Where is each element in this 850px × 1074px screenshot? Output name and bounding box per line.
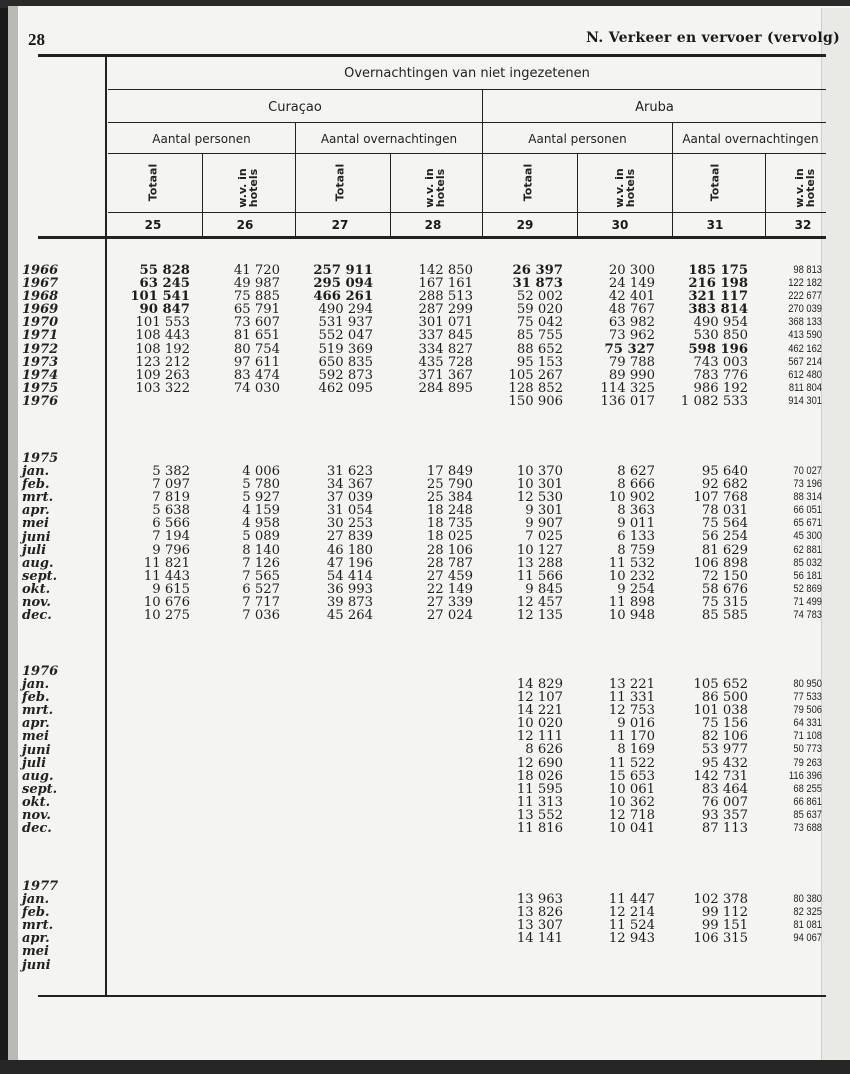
region-aruba: Aruba [635,100,674,115]
region-rule [108,122,826,123]
col-label-32: w.v. in hotels [793,168,817,208]
m1976-col-31: 105 652 86 500 101 038 75 156 82 106 53 977 95 432 142 731 83 464 76 007 93 357 87 113 [693,677,748,837]
group-aruba-overnachtingen: Aantal overnachtingen [682,132,819,146]
m1976-row-labels: 1976 jan. feb. mrt. apr. mei juni juli aug. sept. okt. nov. dec. [22,664,59,837]
col-num-27: 27 [331,218,349,232]
colnum-rule [108,212,826,213]
annual-col-28: 142 850 167 161 288 513 287 299 301 071 337 845 334 827 435 728 371 367 284 895 [418,263,473,396]
header-bottom-rule [38,236,826,239]
region-curacao: Curaçao [268,100,322,115]
group-aruba-personen: Aantal personen [528,132,627,146]
m1975-col-29: 10 370 10 301 12 530 9 301 9 907 7 025 10 127 13 288 11 566 9 845 12 457 12 135 [516,464,563,624]
col-divider-27-28 [390,154,391,236]
col-label-30: w.v. in hotels [613,168,637,208]
annual-col-27: 257 911 295 094 466 261 490 294 531 937 552 047 519 369 650 835 592 873 462 095 [313,263,373,396]
col-label-27: Totaal [333,163,347,202]
m1977-col-30: 11 447 12 214 11 524 12 943 [608,892,655,947]
annual-col-30: 20 300 24 149 42 401 48 767 63 982 73 962 75 327 79 788 89 990 114 325 136 017 [600,263,655,409]
annual-col-31: 185 175 216 198 321 117 383 814 490 954 530 850 598 196 743 003 783 776 986 192 1 082 533 [680,263,748,409]
col-label-29: Totaal [521,163,535,202]
scan-bottom-edge [0,1060,850,1074]
col-num-28: 28 [424,218,442,232]
col-num-26: 26 [236,218,254,232]
m1975-row-labels: 1975 jan. feb. mrt. apr. mei juni juli aug. sept. okt. nov. dec. [22,451,59,624]
group-curacao-personen: Aantal personen [152,132,251,146]
m1977-col-32: 80 380 82 325 81 081 94 067 [793,893,822,945]
m1975-col-32: 70 027 73 196 88 314 66 051 65 671 45 300 62 881 85 032 56 181 52 869 71 499 74 783 [793,465,822,622]
top-double-rule [38,54,826,57]
table-bottom-rule [38,995,826,997]
m1977-row-labels: 1977 jan. feb. mrt. apr. mei juni [22,879,59,973]
col-label-28: w.v. in hotels [423,168,447,208]
group-curacao-overnachtingen: Aantal overnachtingen [320,132,458,146]
col-label-31: Totaal [708,163,722,202]
m1975-col-28: 17 849 25 790 25 384 18 248 18 735 18 025 28 106 28 787 27 459 22 149 27 339 27 024 [426,464,473,624]
stub-divider [105,57,107,995]
m1975-col-27: 31 623 34 367 37 039 31 054 30 253 27 839 46 180 47 196 54 414 36 993 39 873 45 264 [326,464,373,624]
m1977-col-29: 13 963 13 826 13 307 14 141 [516,892,563,947]
annual-col-32: 98 813 122 182 222 677 270 039 368 133 413 590 462 162 567 214 612 480 811 804 914 301 [788,264,822,407]
col-num-29: 29 [516,218,534,232]
col-num-32: 32 [794,218,812,232]
col-num-30: 30 [611,218,629,232]
col-num-31: 31 [706,218,724,232]
page-number: 28 [28,30,45,49]
annual-col-29: 26 397 31 873 52 002 59 020 75 042 85 755 88 652 95 153 105 267 128 852 150 906 [508,263,563,409]
annual-col-26: 41 720 49 987 75 885 65 791 73 607 81 651 80 754 97 611 83 474 74 030 [233,263,280,396]
col-label-26: w.v. in hotels [236,168,260,208]
m1976-col-29: 14 829 12 107 14 221 10 020 12 111 8 626 12 690 18 026 11 595 11 313 13 552 11 816 [516,677,563,837]
m1976-col-32: 80 950 77 533 79 506 64 331 71 108 50 773 79 263 116 396 68 255 66 861 85 637 73 688 [788,678,822,835]
annual-row-labels: 1966 1967 1968 1969 1970 1971 1972 1973 1974 1975 1976 [22,263,59,409]
running-head: N. Verkeer en vervoer (vervolg) [586,30,840,46]
m1976-col-30: 13 221 11 331 12 753 9 016 11 170 8 169 11 522 15 653 10 061 10 362 12 718 10 041 [608,677,655,837]
m1977-col-31: 102 378 99 112 99 151 106 315 [693,892,748,947]
m1975-col-26: 4 006 5 780 5 927 4 159 4 958 5 089 8 140 7 126 7 565 6 527 7 717 7 036 [242,464,280,624]
m1975-col-31: 95 640 92 682 107 768 78 031 75 564 56 254 81 629 106 898 72 150 58 676 75 315 85 585 [693,464,748,624]
m1975-col-30: 8 627 8 666 10 902 8 363 9 011 6 133 8 759 11 532 10 232 9 254 11 898 10 948 [608,464,655,624]
title-rule [108,89,826,90]
annual-col-25: 55 828 63 245 101 541 90 847 101 553 108 443 108 192 123 212 109 263 103 322 [130,263,190,396]
col-divider-25-26 [202,154,203,236]
m1975-col-25: 5 382 7 097 7 819 5 638 6 566 7 194 9 796 11 821 11 443 9 615 10 676 10 275 [143,464,190,624]
facing-page-edge [821,8,850,1060]
table-title: Overnachtingen van niet ingezetenen [344,66,590,81]
col-divider-31-32 [765,154,766,236]
col-label-25: Totaal [146,163,160,202]
col-divider-29-30 [577,154,578,236]
col-num-25: 25 [144,218,162,232]
